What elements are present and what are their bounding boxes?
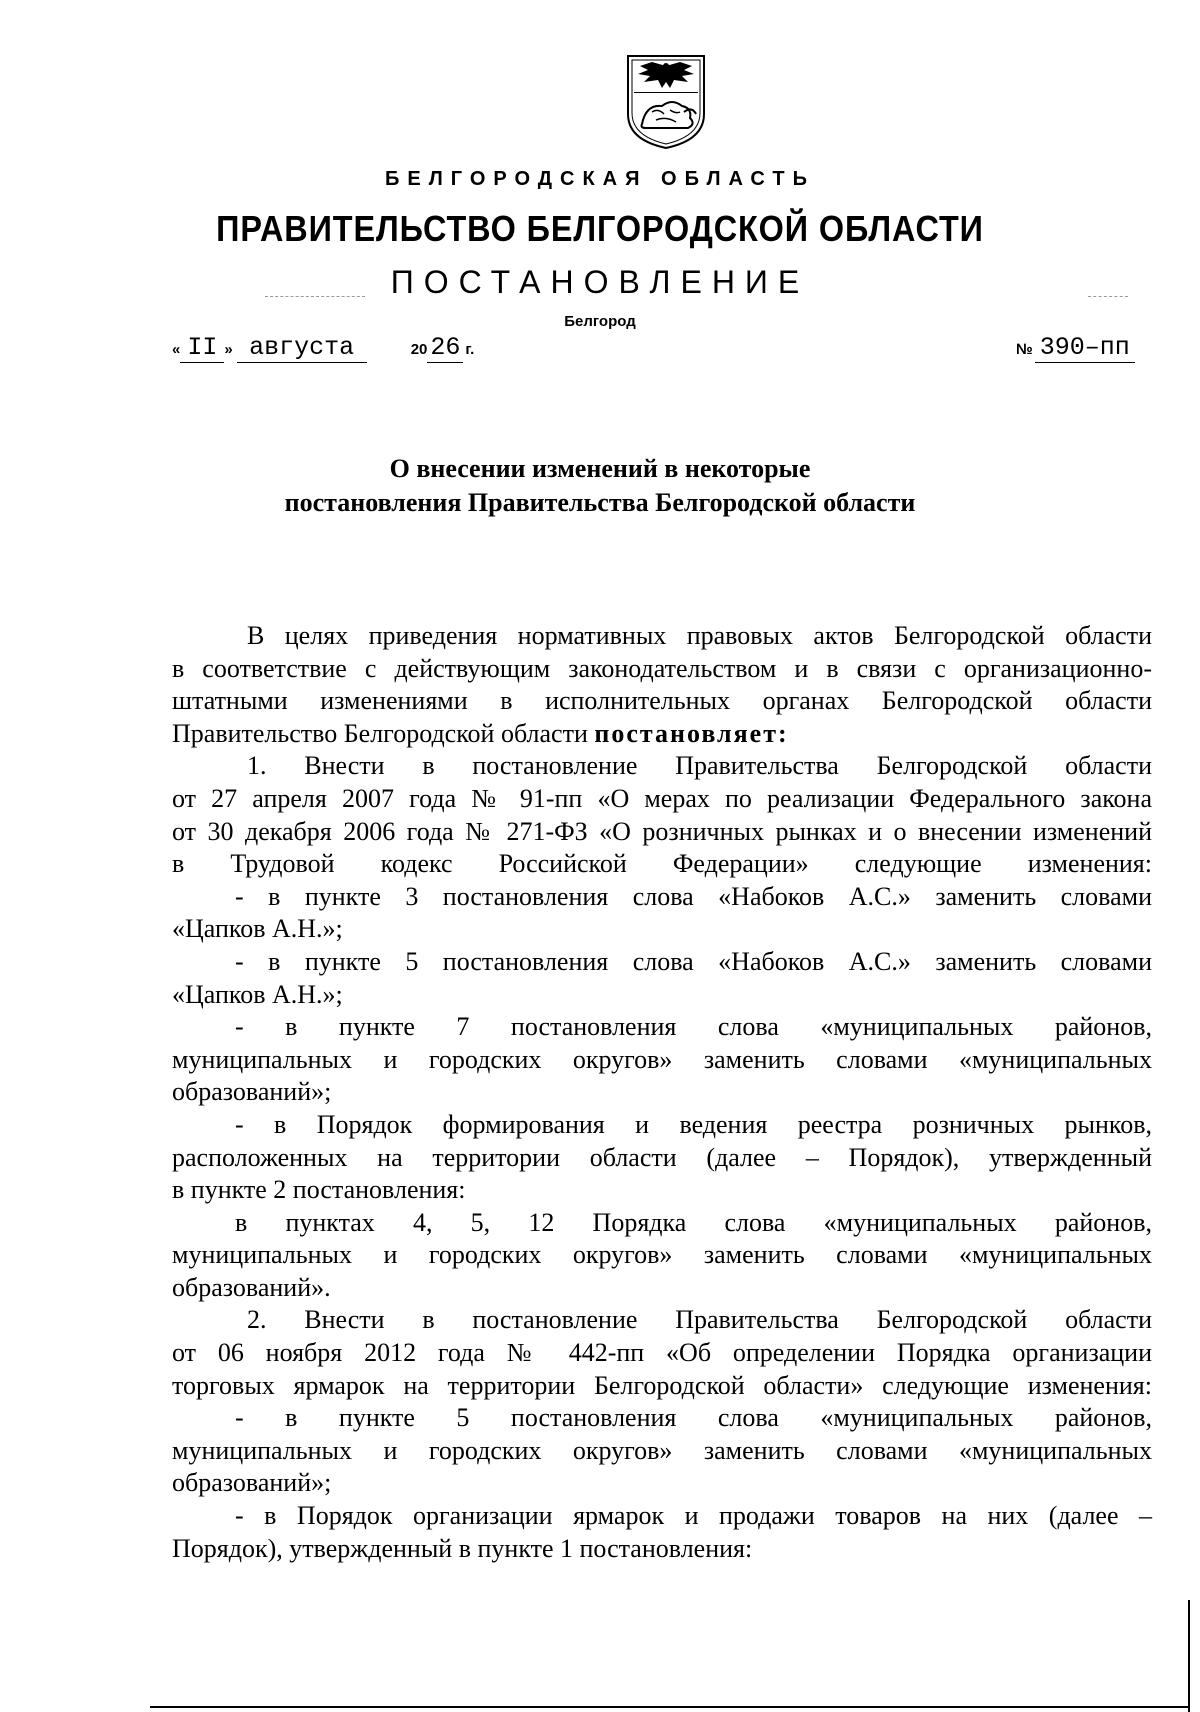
list-item-line: Порядок), утвержденный в пункте 1 постановления: (172, 1533, 753, 1563)
paragraph-2-line: 2. Внести в постановление Правительства Белгородской области (247, 1305, 1152, 1335)
list-item-line: муниципальных и городских округов» заменить словами «муниципальных (172, 1240, 1152, 1270)
list-item-line: - в пункте 3 постановления слова «Набоков А.С.» заменить словами (235, 881, 1152, 911)
paragraph-1-line: в Трудовой кодекс Российской Федерации» следующие изменения: (172, 849, 1152, 879)
intro-line: штатными изменениями в исполнительных органах Белгородской области (172, 686, 1152, 716)
list-item-line: «Цапков А.Н.»; (172, 914, 343, 944)
list-item-line: расположенных на территории области (далее – Порядок), утвержденный (172, 1142, 1152, 1172)
dashed-mark (265, 296, 365, 297)
paragraph-1-line: 1. Внести в постановление Правительства Белгородской области (247, 751, 1152, 781)
list-item-line: муниципальных и городских округов» заменить словами «муниципальных (172, 1044, 1152, 1074)
intro-line: в соответствие с действующим законодательством и в связи с организационно- (172, 653, 1152, 683)
number-field: № 390–пп (1016, 333, 1135, 363)
list-item-line: образований»; (172, 1077, 332, 1107)
paragraph-2-line: от 06 ноября 2012 года № 442-пп «Об определении Порядка организации (172, 1338, 1152, 1368)
paragraph-2-line: торговых ярмарок на территории Белгородской области» следующие изменения: (172, 1370, 1152, 1400)
paragraph-1-line: от 27 апреля 2007 года № 91-пп «О мерах по реализации Федерального закона (172, 783, 1152, 813)
date-field: « II » августа 20 26 г. (172, 333, 475, 362)
list-item-line: образований»; (172, 1468, 332, 1498)
paragraph-1-line: от 30 декабря 2006 года № 271-ФЗ «О розничных рынках и о внесении изменений (172, 816, 1152, 846)
list-item-line: «Цапков А.Н.»; (172, 979, 343, 1009)
list-item-line: образований». (172, 1272, 331, 1302)
page-edge-line (1188, 1600, 1190, 1712)
region-heading: БЕЛГОРОДСКАЯ ОБЛАСТЬ (385, 168, 815, 190)
document-body (172, 620, 1152, 1565)
dashed-mark (1088, 296, 1128, 297)
year-value: 26 (427, 333, 463, 363)
intro-line: В целях приведения нормативных правовых актов Белгородской области (247, 621, 1152, 650)
list-item-line: - в Порядок формирования и ведения реестра розничных рынков, (235, 1109, 1152, 1139)
list-item-line: - в пункте 5 постановления слова «Набоков А.С.» заменить словами (235, 946, 1152, 976)
list-item-line: муниципальных и городских округов» заменить словами «муниципальных (172, 1435, 1152, 1465)
coat-of-arms-emblem-icon (622, 52, 710, 152)
document-type-heading: ПОСТАНОВЛЕНИЕ (390, 264, 810, 300)
government-heading: ПРАВИТЕЛЬСТВО БЕЛГОРОДСКОЙ ОБЛАСТИ (216, 208, 984, 249)
intro-line: Правительство Белгородской области постановляет: (172, 718, 789, 748)
resolves-word: постановляет: (594, 718, 789, 748)
document-title: О внесении изменений в некоторые постановления Правительства Белгородской области (284, 454, 916, 517)
list-item-line: в пунктах 4, 5, 12 Порядка слова «муниципальных районов, (235, 1207, 1152, 1237)
month-value: августа (237, 333, 367, 363)
page-edge-line (150, 1706, 1190, 1708)
list-item-line: в пункте 2 постановления: (172, 1175, 466, 1205)
list-item-line: - в Порядок организации ярмарок и продажи товаров на них (далее – (235, 1501, 1152, 1531)
list-item-line: - в пункте 5 постановления слова «муниципальных районов, (235, 1403, 1152, 1433)
list-item-line: - в пункте 7 постановления слова «муниципальных районов, (235, 1012, 1152, 1042)
document-number: 390–пп (1035, 333, 1135, 363)
city-label: Белгород (564, 313, 636, 330)
day-value: II (180, 333, 224, 363)
